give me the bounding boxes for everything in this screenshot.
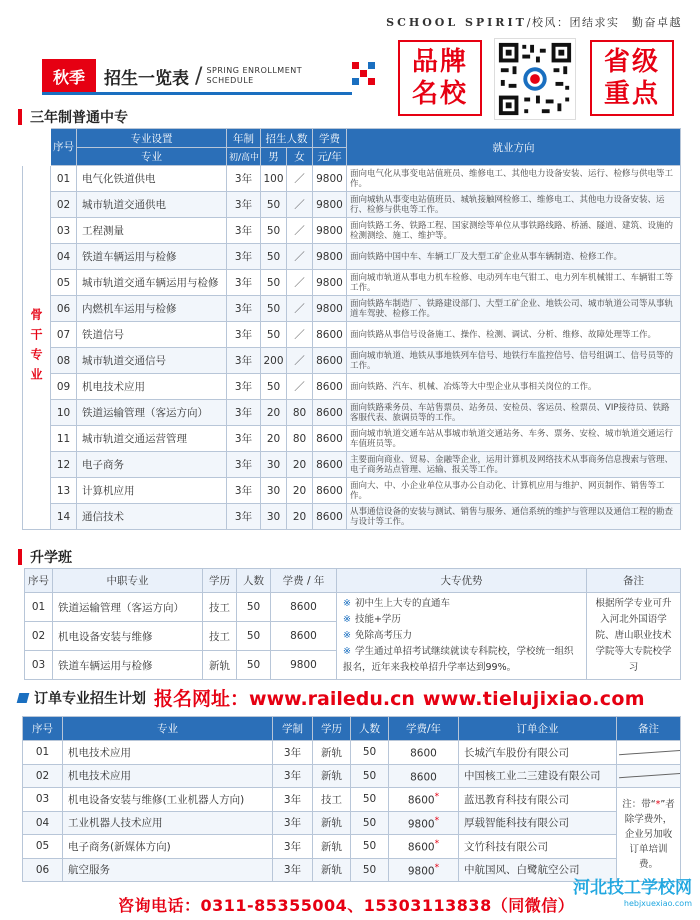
title-en-line2: SCHEDULE (206, 76, 254, 85)
cell-seq: 05 (23, 835, 63, 859)
advantage-text: 初中生上大专的直通车 (354, 598, 450, 609)
brand-left-line2: 名校 (411, 79, 468, 109)
cell-female: ／ (287, 192, 313, 218)
table-row (23, 426, 681, 452)
cell-major: 铁道运输管理（客运方向） (53, 593, 203, 622)
cell-fee (389, 764, 459, 788)
cell-male: 50 (261, 192, 287, 218)
col-note: 备注 (617, 717, 681, 741)
cell-career: 面向城市轨道交通车站从事城市轨道交通站务、车务、票务、安检、城市轨道交通运行车值班员等。 (347, 426, 681, 452)
cell-female: ／ (287, 270, 313, 296)
cell-fee: 9800 (313, 296, 347, 322)
cell-major: 通信技术 (77, 504, 227, 530)
cell-female: ／ (287, 296, 313, 322)
col-seq: 序号 (51, 129, 77, 166)
table-row (25, 593, 681, 622)
cell-male: 30 (261, 452, 287, 478)
cell-company: 文竹科技有限公司 (459, 835, 617, 859)
col-note: 备注 (587, 569, 681, 593)
cell-seq: 04 (51, 244, 77, 270)
fee-value: 8600 (410, 771, 437, 783)
col-years: 年制 (227, 129, 261, 148)
cell-fee (389, 741, 459, 765)
cell-years: 3年 (273, 835, 313, 859)
col-career: 就业方向 (347, 129, 681, 166)
table-row (23, 270, 681, 296)
col-fee: 学费 (313, 129, 347, 148)
cell-years: 3年 (227, 504, 261, 530)
col-edu: 学历 (203, 569, 237, 593)
table-row (23, 244, 681, 270)
note-dash-cell (617, 741, 681, 765)
fee-star: * (434, 792, 440, 802)
cell-seq: 05 (51, 270, 77, 296)
note-dash-cell (617, 764, 681, 788)
cell-years: 3年 (227, 296, 261, 322)
brand-right-line2: 重点 (603, 79, 660, 109)
cell-edu: 新轨 (313, 741, 351, 765)
cell-career: 从事通信设备的安装与测试、销售与服务、通信系统的维护与管理以及通信工程的勘查与设计等工作。 (347, 504, 681, 530)
cell-fee: 8600 (313, 504, 347, 530)
cell-career: 面向铁路车制造厂、铁路建设部门、大型工矿企业、地铁公司、城市轨道公司等从事轨道车驾驶、检修工作。 (347, 296, 681, 322)
cell-major: 城市轨道交通供电 (77, 192, 227, 218)
col-years: 学制 (273, 717, 313, 741)
cell-seq: 06 (51, 296, 77, 322)
table-row (23, 452, 681, 478)
title-slash: / (195, 63, 203, 89)
advantages-cell (337, 593, 587, 680)
fee-value: 8600 (410, 747, 437, 760)
col-major: 专业 (63, 717, 273, 741)
section-marker (18, 549, 22, 565)
title-season-badge: 秋季 (42, 59, 96, 94)
cell-major: 城市轨道交通运营管理 (77, 426, 227, 452)
cell-major: 内燃机车运用与检修 (77, 296, 227, 322)
table-row (23, 296, 681, 322)
cell-edu: 技工 (203, 622, 237, 651)
table-row (23, 504, 681, 530)
cell-major: 计算机应用 (77, 478, 227, 504)
cell-fee: 9800 (313, 244, 347, 270)
cell-seq: 01 (51, 166, 77, 192)
cell-male: 30 (261, 478, 287, 504)
cell-female: 20 (287, 452, 313, 478)
cell-seq: 07 (51, 322, 77, 348)
cell-career: 主要面向商业、贸易、金融等企业，运用计算机及网络技术从事商务信息搜索与管理、电子商务站点管理、运输、报关等工作。 (347, 452, 681, 478)
cell-major: 航空服务 (63, 858, 273, 882)
cell-edu: 新轨 (313, 858, 351, 882)
cell-seq: 08 (51, 348, 77, 374)
cell-seq: 01 (25, 593, 53, 622)
cell-female: ／ (287, 374, 313, 400)
cell-seq: 10 (51, 400, 77, 426)
col-count: 人数 (237, 569, 271, 593)
cell-female: ／ (287, 322, 313, 348)
cell-fee: 8600 (313, 452, 347, 478)
cell-male: 100 (261, 166, 287, 192)
cell-company: 中国核工业二三建设有限公司 (459, 764, 617, 788)
fee-star: * (434, 815, 440, 826)
cell-major: 机电设备安装与维修(工业机器人方向) (63, 788, 273, 812)
cell-company: 厚载智能科技有限公司 (459, 811, 617, 835)
cell-years: 3年 (227, 192, 261, 218)
cell-count: 50 (351, 741, 389, 765)
watermark-url: hebjxuexiao.com (623, 899, 692, 908)
cell-count: 50 (237, 651, 271, 680)
qr-code (494, 38, 576, 120)
cell-fee: 8600 (313, 348, 347, 374)
advantage-item (343, 628, 580, 644)
col-seq: 序号 (23, 717, 63, 741)
title-en-line1: SPRING ENROLLMENT (206, 66, 303, 75)
cell-fee: 9800 (271, 651, 337, 680)
cell-years: 3年 (227, 322, 261, 348)
cell-major: 铁道车辆运用与检修 (53, 651, 203, 680)
cell-company: 中航国风、白鹭航空公司 (459, 858, 617, 882)
contact-phone[interactable]: 咨询电话：0311-85355004、15303113838（同微信） (118, 896, 575, 915)
cell-count: 50 (237, 622, 271, 651)
table-row (23, 478, 681, 504)
cell-seq: 04 (23, 811, 63, 835)
cell-fee: 8600 (313, 478, 347, 504)
cell-years: 3年 (273, 764, 313, 788)
section3-title: 订单专业招生计划 (34, 690, 146, 707)
cell-career: 面向电气化从事变电站值班员、维修电工、其他电力设备安装、运行、检修与供电等工作。 (347, 166, 681, 192)
cell-career: 面向大、中、小企业单位从事办公自动化、计算机应用与维护、网页制作、销售等工作。 (347, 478, 681, 504)
table-row (23, 835, 681, 859)
vocational-programs-table (22, 128, 681, 530)
cell-count: 50 (237, 593, 271, 622)
cell-count: 50 (351, 788, 389, 812)
table-row (23, 192, 681, 218)
cell-years: 3年 (273, 858, 313, 882)
brand-right-line1: 省级 (603, 47, 660, 77)
cell-years: 3年 (227, 452, 261, 478)
col-enroll: 招生人数 (261, 129, 313, 148)
cell-career: 面向城市轨道从事电力机车检修、电动列车电气钳工、电力列车机械钳工、车辆钳工等工作。 (347, 270, 681, 296)
advantage-item (343, 644, 580, 676)
cell-edu: 技工 (203, 593, 237, 622)
cell-fee: 9800 (313, 218, 347, 244)
brand-badge-right (590, 40, 674, 116)
signup-url-2[interactable]: www.tielujixiao.com (422, 688, 645, 710)
note-star: * (655, 799, 661, 810)
col-edu: 学历 (313, 717, 351, 741)
motto-en: SCHOOL SPIRIT (386, 16, 527, 29)
table-row (23, 741, 681, 765)
advantage-text: 学生通过单招考试继续就读专科院校，学校统一组织报名，近年来我校单招升学率达到99%。 (343, 646, 574, 673)
star-icon: ※ (343, 630, 351, 641)
cell-seq: 14 (51, 504, 77, 530)
cell-seq: 02 (51, 192, 77, 218)
cell-fee: 9800 (313, 192, 347, 218)
cell-years: 3年 (227, 400, 261, 426)
cell-fee: 9800 (313, 270, 347, 296)
section2-title: 升学班 (30, 550, 72, 566)
cell-years: 3年 (273, 788, 313, 812)
page-title (42, 60, 362, 92)
watermark-logo (573, 880, 692, 912)
cell-edu: 技工 (313, 788, 351, 812)
brand-badge-left (398, 40, 482, 116)
cell-major: 电子商务(新媒体方向) (63, 835, 273, 859)
cell-years: 3年 (227, 270, 261, 296)
cell-career: 面向铁路工务、铁路工程、国家测绘等单位从事铁路线路、桥涵、隧道、建筑、设施的检测测绘、施工、维护等。 (347, 218, 681, 244)
table-row (23, 348, 681, 374)
table-row (23, 374, 681, 400)
col-count: 人数 (351, 717, 389, 741)
cell-years: 3年 (227, 348, 261, 374)
advantage-text: 技能+学历 (354, 614, 401, 625)
star-icon: ※ (343, 614, 351, 625)
cell-seq: 06 (23, 858, 63, 882)
cell-fee (389, 858, 459, 882)
advantage-text: 免除高考压力 (354, 630, 412, 641)
col-major-setting: 专业设置 (77, 129, 227, 148)
section-marker (18, 109, 22, 125)
cell-career: 面向铁路、汽车、机械、冶炼等大中型企业从事相关岗位的工作。 (347, 374, 681, 400)
col-advantage: 大专优势 (337, 569, 587, 593)
table-row (23, 788, 681, 812)
cell-count: 50 (351, 764, 389, 788)
table-row (23, 166, 681, 192)
cell-male: 20 (261, 400, 287, 426)
cell-female: 80 (287, 426, 313, 452)
cell-seq: 09 (51, 374, 77, 400)
cell-fee (389, 788, 459, 812)
cell-years: 3年 (227, 426, 261, 452)
cell-fee: 8600 (313, 374, 347, 400)
cell-major: 机电技术应用 (63, 764, 273, 788)
table-row (23, 218, 681, 244)
cell-female: ／ (287, 348, 313, 374)
advantage-item (343, 612, 580, 628)
cell-fee: 9800 (313, 166, 347, 192)
cell-years: 3年 (227, 218, 261, 244)
cell-company: 长城汽车股份有限公司 (459, 741, 617, 765)
col-fee: 学费 / 年 (271, 569, 337, 593)
cell-career: 面向铁路从事信号设备施工、操作、检测、调试、分析、维修、故障处理等工作。 (347, 322, 681, 348)
note-suffix: ”者除学费外，企业另加收订单培训费。 (624, 799, 675, 870)
cell-count: 50 (351, 858, 389, 882)
cell-male: 50 (261, 244, 287, 270)
brand-left-line1: 品牌 (411, 47, 468, 77)
cell-male: 50 (261, 322, 287, 348)
col-fee-sub: 元/年 (313, 148, 347, 166)
cell-major: 铁道信号 (77, 322, 227, 348)
advantage-item (343, 596, 580, 612)
cell-seq: 02 (25, 622, 53, 651)
motto-cn: /校风：团结求实 勤奋卓越 (526, 16, 682, 29)
cell-seq: 03 (25, 651, 53, 680)
section3-heading (18, 684, 645, 711)
signup-url-1[interactable]: www.railedu.cn (249, 688, 415, 710)
cell-fee: 8600 (313, 426, 347, 452)
fee-value: 8600 (407, 841, 435, 854)
cell-company: 蓝迅教育科技有限公司 (459, 788, 617, 812)
note-cell (617, 788, 681, 882)
cell-major: 机电技术应用 (63, 741, 273, 765)
cell-major: 电子商务 (77, 452, 227, 478)
cell-edu: 新轨 (313, 835, 351, 859)
cell-fee: 8600 (271, 593, 337, 622)
cell-career: 面向铁路中国中车、车辆工厂及大型工矿企业从事车辆制造、检修工作。 (347, 244, 681, 270)
cell-edu: 新轨 (313, 764, 351, 788)
cell-female: ／ (287, 218, 313, 244)
fee-star: * (434, 839, 440, 849)
cell-seq: 02 (23, 764, 63, 788)
section2-heading (18, 547, 72, 567)
dash-line (619, 773, 680, 778)
cell-seq: 13 (51, 478, 77, 504)
cell-years: 3年 (227, 478, 261, 504)
note-cell: 根据所学专业可升入河北外国语学院、唐山职业技术学院等大专院校学习 (587, 593, 681, 680)
cell-fee (389, 811, 459, 835)
cell-male: 50 (261, 296, 287, 322)
col-male: 男 (261, 148, 287, 166)
cell-fee: 8600 (271, 622, 337, 651)
watermark-text: 河北技工学校网 (573, 878, 692, 898)
cell-count: 50 (351, 835, 389, 859)
cell-career: 面向城市轨道、地铁从事地铁列车信号、地铁行车监控信号、信号组调工、信号员等的工作。 (347, 348, 681, 374)
cell-edu: 新轨 (203, 651, 237, 680)
cell-female: 20 (287, 478, 313, 504)
cell-seq: 01 (23, 741, 63, 765)
title-english (206, 66, 302, 86)
signup-label: 报名网址： (154, 688, 250, 710)
cell-major: 机电设备安装与维修 (53, 622, 203, 651)
cell-fee: 8600 (313, 400, 347, 426)
cell-seq: 12 (51, 452, 77, 478)
section-marker (17, 693, 30, 703)
cell-major: 工业机器人技术应用 (63, 811, 273, 835)
cell-years: 3年 (227, 244, 261, 270)
cell-fee (389, 835, 459, 859)
blank-header-cell (23, 129, 51, 166)
cell-seq: 03 (51, 218, 77, 244)
cell-major: 城市轨道交通信号 (77, 348, 227, 374)
cell-male: 20 (261, 426, 287, 452)
col-major: 中职专业 (53, 569, 203, 593)
cell-years: 3年 (227, 374, 261, 400)
cell-female: 80 (287, 400, 313, 426)
fee-value: 9800 (407, 818, 435, 830)
cell-male: 200 (261, 348, 287, 374)
section1-title: 三年制普通中专 (30, 110, 128, 126)
fee-value: 9800 (407, 865, 435, 877)
table-row (23, 322, 681, 348)
category-label: 骨干专业 (23, 166, 51, 530)
cell-years: 3年 (273, 741, 313, 765)
note-prefix: 注：带“ (622, 799, 656, 810)
cell-major: 电气化铁道供电 (77, 166, 227, 192)
title-text: 招生一览表 (104, 68, 190, 89)
cell-male: 30 (261, 504, 287, 530)
cell-female: 20 (287, 504, 313, 530)
table-row (23, 811, 681, 835)
signup-website (154, 684, 645, 711)
cell-major: 工程测量 (77, 218, 227, 244)
fee-value: 8600 (407, 794, 435, 807)
fee-star: * (434, 862, 440, 873)
col-years-sub: 初/高中 (227, 148, 261, 166)
cell-career: 面向城轨从事变电站值班员、城轨接触网检修工、维修电工、其他电力设备安装、运行、检修与供电等工作。 (347, 192, 681, 218)
title-underline (42, 92, 352, 95)
cell-female: ／ (287, 166, 313, 192)
cell-count: 50 (351, 811, 389, 835)
cell-edu: 新轨 (313, 811, 351, 835)
cell-major: 铁道运输管理（客运方向） (77, 400, 227, 426)
dash-line (619, 750, 680, 755)
cell-male: 50 (261, 374, 287, 400)
col-female: 女 (287, 148, 313, 166)
col-major: 专业 (77, 148, 227, 166)
star-icon: ※ (343, 598, 351, 609)
table-row (23, 764, 681, 788)
school-motto (386, 14, 682, 30)
col-fee: 学费/年 (389, 717, 459, 741)
cell-major: 城市轨道交通车辆运用与检修 (77, 270, 227, 296)
star-icon: ※ (343, 646, 351, 657)
further-study-table (24, 568, 681, 680)
cell-major: 铁道车辆运用与检修 (77, 244, 227, 270)
cell-male: 50 (261, 270, 287, 296)
col-seq: 序号 (25, 569, 53, 593)
col-company: 订单企业 (459, 717, 617, 741)
cell-career: 面向铁路乘务员、车站售票员、站务员、安检员、客运员、检票员、VIP接待员、铁路客服代表、旅调员等的工作。 (347, 400, 681, 426)
cell-seq: 03 (23, 788, 63, 812)
cell-years: 3年 (273, 811, 313, 835)
cell-fee: 8600 (313, 322, 347, 348)
cell-years: 3年 (227, 166, 261, 192)
table-row (23, 400, 681, 426)
order-programs-table (22, 716, 681, 882)
cell-female: ／ (287, 244, 313, 270)
cell-seq: 11 (51, 426, 77, 452)
section1-heading (18, 107, 128, 127)
cell-male: 50 (261, 218, 287, 244)
cell-major: 机电技术应用 (77, 374, 227, 400)
